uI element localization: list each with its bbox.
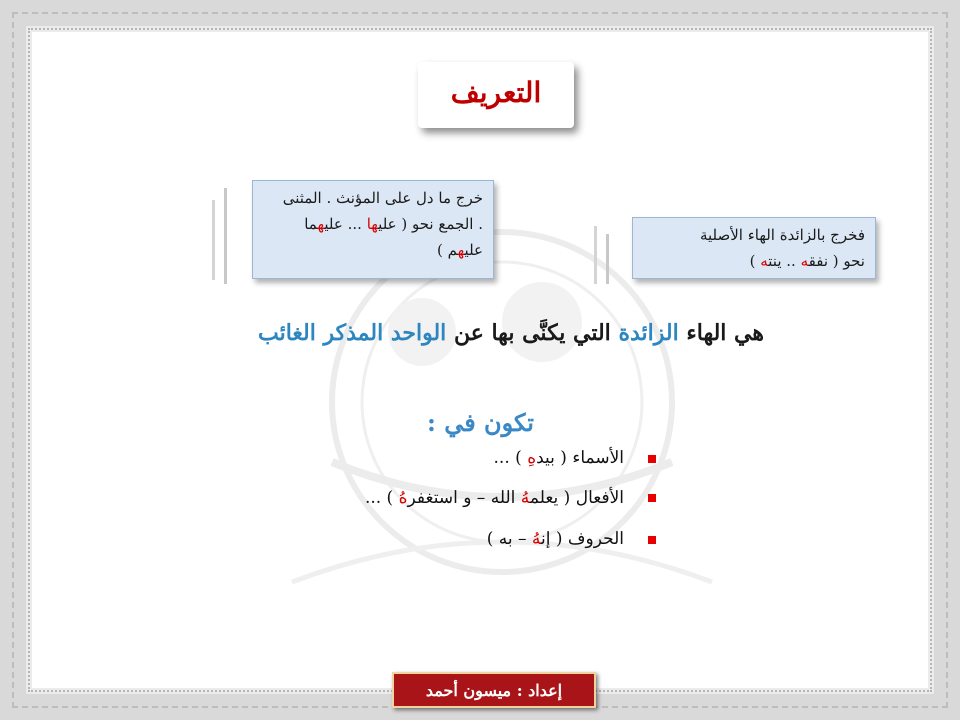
definition-keyword: الواحد المذكر الغائب xyxy=(257,320,447,346)
definition-text xyxy=(100,320,764,346)
bullet-highlight: هِ xyxy=(527,448,537,468)
note-left-line3 xyxy=(263,237,483,263)
definition-part: هي الهاء xyxy=(678,320,764,346)
bullet-text: الأسماء ( بيد xyxy=(536,448,624,468)
page-title: التعريف xyxy=(450,76,542,109)
note-right-text: نحو ( نفق xyxy=(808,252,865,270)
note-right-text: ) xyxy=(749,252,761,270)
list-item xyxy=(365,488,624,508)
note-feminine-exclusion xyxy=(252,180,494,279)
note-left-text: علي xyxy=(464,241,483,259)
note-right-highlight: ه xyxy=(760,252,769,270)
bullet-text: الله – و استغفر xyxy=(407,488,521,508)
occurs-heading: تكون في : xyxy=(426,408,534,437)
note-left-text: م ) xyxy=(437,241,458,259)
definition-part: التي يكنَّى بها عن xyxy=(446,320,619,346)
list-item xyxy=(494,448,624,468)
bracket-left-2 xyxy=(224,188,227,284)
bullet-text: ) ... xyxy=(493,448,528,468)
note-right-text: .. ينت xyxy=(768,252,801,270)
note-left-text: ما xyxy=(304,215,318,233)
note-left-highlight: ه xyxy=(317,215,325,233)
note-left-text: . الجمع نحو ( علي xyxy=(378,215,483,233)
bullet-text: الحروف ( إن xyxy=(541,529,624,549)
definition-keyword: الزائدة xyxy=(618,320,679,346)
author-label: إعداد : ميسون أحمد xyxy=(425,681,563,700)
bullet-text: – به ) xyxy=(486,529,532,549)
bullet-highlight: هُ xyxy=(398,488,408,508)
note-right-highlight: ه xyxy=(800,252,809,270)
bullet-highlight: هُ xyxy=(531,529,542,549)
bullet-text: الأفعال ( يعلم xyxy=(529,488,624,508)
bracket-right-2 xyxy=(606,234,609,284)
bullet-icon xyxy=(648,536,656,544)
bullet-text: ) ... xyxy=(364,488,399,508)
note-right-line2 xyxy=(643,248,865,274)
title-box xyxy=(418,62,574,128)
note-left-line2 xyxy=(263,211,483,237)
slide xyxy=(32,32,928,688)
bullet-highlight: هُ xyxy=(520,488,530,508)
note-right-line1: فخرج بالزائدة الهاء الأصلية xyxy=(699,226,865,244)
note-original-ha xyxy=(632,217,876,279)
author-banner xyxy=(392,672,596,708)
note-left-text: ... علي xyxy=(324,215,367,233)
note-left-highlight: ه xyxy=(457,241,465,259)
bullet-icon xyxy=(648,455,656,463)
list-item xyxy=(487,529,624,549)
bracket-left xyxy=(212,200,215,280)
note-left-line1: خرج ما دل على المؤنث . المثنى xyxy=(282,189,483,207)
bracket-right xyxy=(594,226,597,284)
bullet-icon xyxy=(648,494,656,502)
note-left-highlight: ها xyxy=(366,215,379,233)
